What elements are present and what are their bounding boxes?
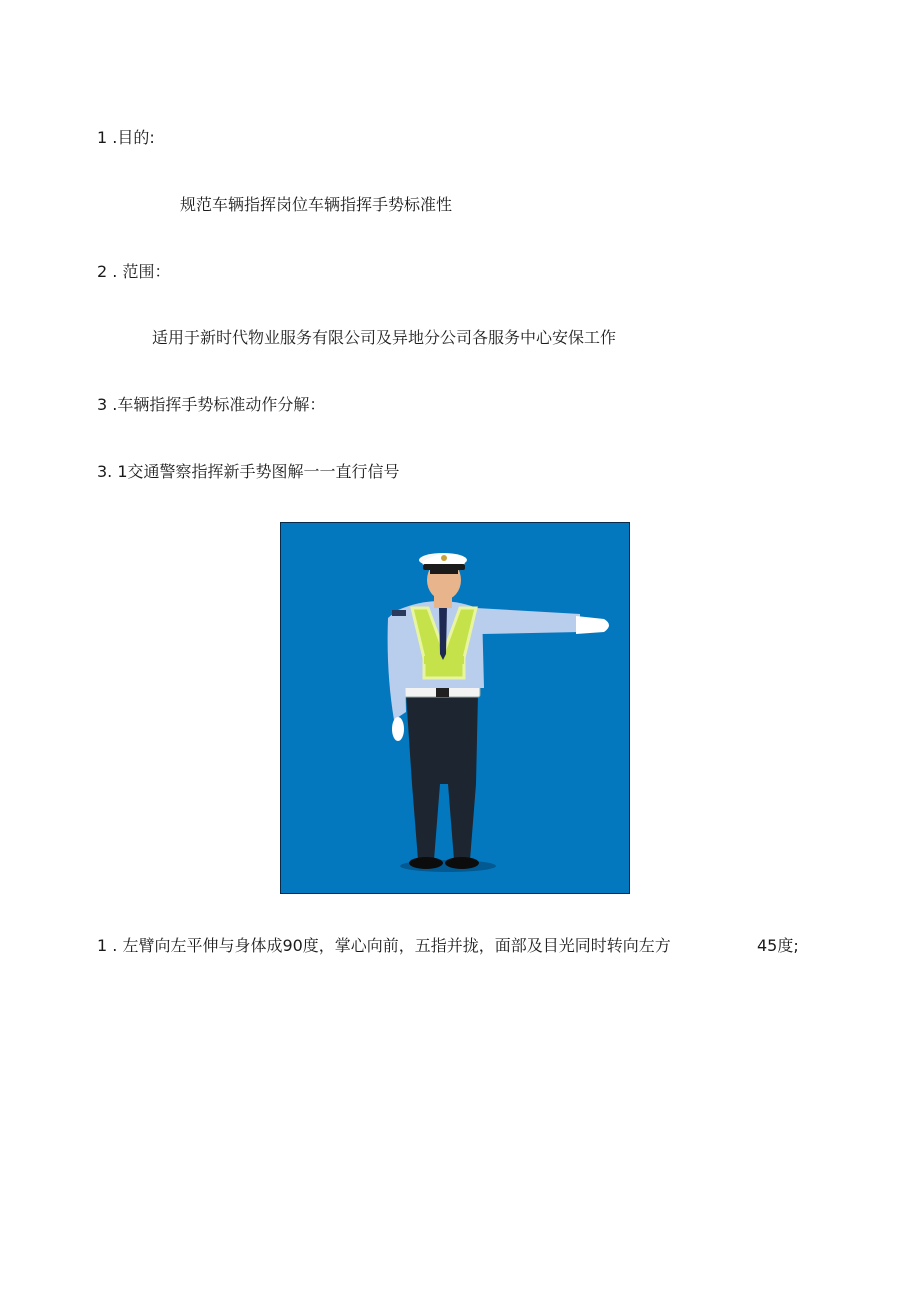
step-1-angle: 45度; [757,936,799,955]
section-2-body: 适用于新时代物业服务有限公司及异地分公司各服务中心安保工作 [152,328,617,347]
traffic-police-gesture-figure [280,522,630,894]
step-1-main: 1 . 左臂向左平伸与身体成90度，掌心向前，五指并拢，面部及目光同时转向左方 [97,936,671,955]
step-1-text [97,936,817,956]
section-1-heading: 1 .目的: [97,128,155,147]
subsection-3-1-heading: 3. 1交通警察指挥新手势图解一一直行信号 [97,462,400,481]
section-2-heading: 2 . 范围： [97,262,171,281]
section-3-heading: 3 .车辆指挥手势标准动作分解： [97,395,326,414]
police-officer-illustration [280,522,630,894]
section-1-body: 规范车辆指挥岗位车辆指挥手势标准性 [180,195,453,214]
